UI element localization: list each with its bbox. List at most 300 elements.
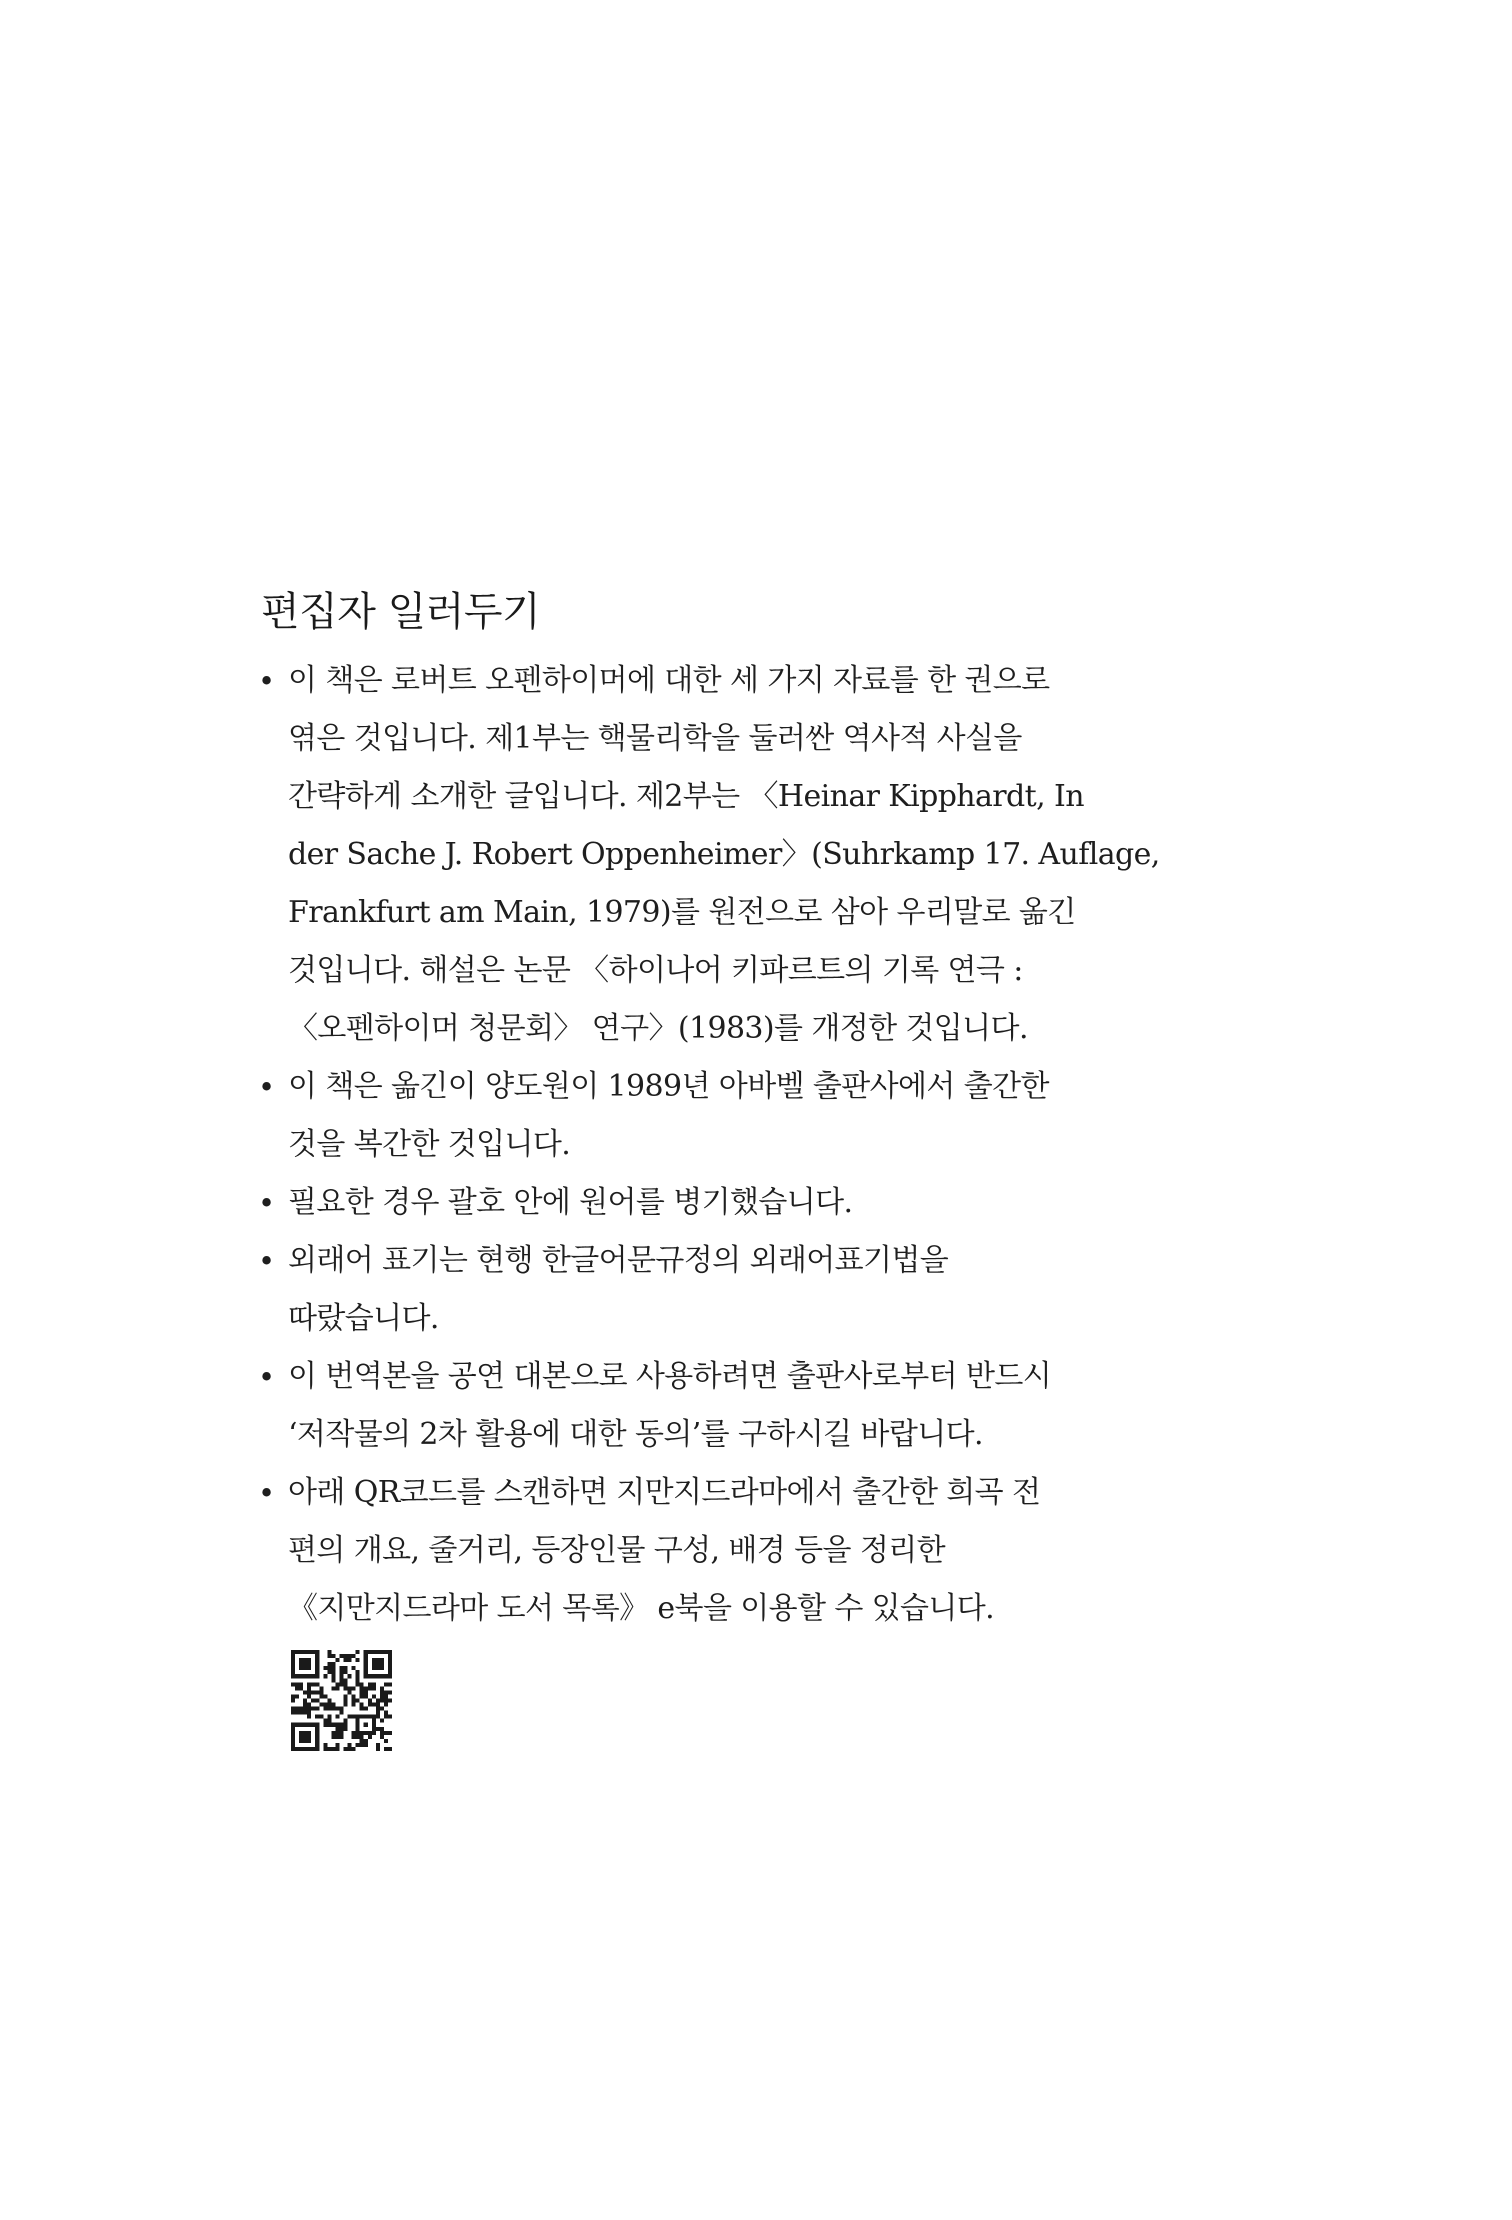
- qr-module: [380, 1727, 384, 1731]
- qr-module: [291, 1666, 295, 1670]
- qr-module: [388, 1662, 392, 1666]
- note-item: [258, 1174, 1188, 1232]
- qr-module: [380, 1690, 384, 1694]
- qr-module: [291, 1731, 295, 1735]
- qr-module: [335, 1727, 339, 1731]
- qr-module: [331, 1666, 335, 1670]
- qr-module: [331, 1731, 335, 1735]
- qr-module: [295, 1686, 299, 1690]
- qr-module: [372, 1650, 376, 1654]
- qr-module: [295, 1650, 299, 1654]
- qr-module: [364, 1654, 368, 1658]
- qr-module: [335, 1747, 339, 1751]
- qr-module: [372, 1719, 376, 1723]
- qr-module: [339, 1727, 343, 1731]
- qr-module: [384, 1703, 388, 1707]
- qr-module: [307, 1715, 311, 1719]
- qr-module: [380, 1666, 384, 1670]
- qr-module: [299, 1711, 303, 1715]
- qr-module: [364, 1723, 368, 1727]
- qr-module: [388, 1670, 392, 1674]
- qr-module: [299, 1707, 303, 1711]
- qr-module: [376, 1698, 380, 1702]
- qr-module: [380, 1694, 384, 1698]
- qr-module: [348, 1690, 352, 1694]
- qr-module: [344, 1703, 348, 1707]
- qr-module: [372, 1723, 376, 1727]
- qr-module: [380, 1719, 384, 1723]
- qr-module: [315, 1743, 319, 1747]
- qr-module: [315, 1707, 319, 1711]
- qr-module: [360, 1682, 364, 1686]
- qr-module: [307, 1666, 311, 1670]
- qr-module: [291, 1662, 295, 1666]
- note-line: Frankfurt am Main, 1979)를 원전으로 삼아 우리말로 옮긴: [288, 895, 1076, 930]
- qr-module: [315, 1674, 319, 1678]
- qr-module: [364, 1694, 368, 1698]
- qr-module: [356, 1715, 360, 1719]
- qr-module: [352, 1666, 356, 1670]
- qr-module: [315, 1662, 319, 1666]
- qr-module: [307, 1650, 311, 1654]
- qr-module: [327, 1670, 331, 1674]
- qr-module: [376, 1662, 380, 1666]
- qr-module: [356, 1682, 360, 1686]
- qr-module: [364, 1739, 368, 1743]
- qr-module: [384, 1747, 388, 1751]
- qr-module: [331, 1674, 335, 1678]
- qr-module: [356, 1650, 360, 1654]
- qr-module: [295, 1674, 299, 1678]
- qr-module: [315, 1723, 319, 1727]
- qr-module: [384, 1674, 388, 1678]
- qr-module: [327, 1723, 331, 1727]
- qr-module: [291, 1670, 295, 1674]
- qr-module: [360, 1731, 364, 1735]
- qr-module: [295, 1682, 299, 1686]
- qr-module: [384, 1650, 388, 1654]
- qr-module: [291, 1743, 295, 1747]
- qr-module: [331, 1747, 335, 1751]
- qr-module: [364, 1674, 368, 1678]
- qr-module: [315, 1682, 319, 1686]
- qr-module: [303, 1666, 307, 1670]
- note-line: 것을 복간한 것입니다.: [288, 1127, 571, 1162]
- qr-module: [315, 1735, 319, 1739]
- qr-module: [291, 1650, 295, 1654]
- qr-module: [360, 1690, 364, 1694]
- qr-module: [331, 1707, 335, 1711]
- qr-module: [344, 1727, 348, 1731]
- qr-module: [356, 1731, 360, 1735]
- qr-module: [327, 1650, 331, 1654]
- qr-module: [356, 1658, 360, 1662]
- qr-module: [348, 1654, 352, 1658]
- qr-module: [356, 1698, 360, 1702]
- qr-module: [384, 1715, 388, 1719]
- qr-module: [303, 1698, 307, 1702]
- qr-module: [339, 1707, 343, 1711]
- qr-module: [388, 1650, 392, 1654]
- qr-module: [376, 1743, 380, 1747]
- qr-module: [303, 1711, 307, 1715]
- qr-module: [303, 1662, 307, 1666]
- qr-module: [368, 1715, 372, 1719]
- qr-module: [335, 1715, 339, 1719]
- qr-module: [364, 1690, 368, 1694]
- qr-module: [315, 1731, 319, 1735]
- bullet-icon: •: [258, 664, 276, 698]
- qr-module: [319, 1703, 323, 1707]
- qr-module: [368, 1703, 372, 1707]
- qr-module: [380, 1650, 384, 1654]
- qr-module: [299, 1739, 303, 1743]
- qr-module: [388, 1747, 392, 1751]
- qr-module: [352, 1694, 356, 1698]
- qr-module: [356, 1674, 360, 1678]
- note-item: [258, 1464, 1188, 1638]
- qr-module: [315, 1666, 319, 1670]
- qr-module: [335, 1723, 339, 1727]
- qr-module: [364, 1707, 368, 1711]
- qr-module: [352, 1715, 356, 1719]
- qr-module: [291, 1707, 295, 1711]
- qr-module: [344, 1658, 348, 1662]
- qr-module: [356, 1743, 360, 1747]
- qr-module: [372, 1658, 376, 1662]
- qr-module: [319, 1694, 323, 1698]
- qr-module: [364, 1715, 368, 1719]
- qr-module: [291, 1711, 295, 1715]
- qr-module: [331, 1670, 335, 1674]
- qr-module: [344, 1723, 348, 1727]
- qr-module: [384, 1731, 388, 1735]
- qr-module: [339, 1666, 343, 1670]
- qr-module: [388, 1666, 392, 1670]
- qr-module: [348, 1715, 352, 1719]
- note-line: 엮은 것입니다. 제1부는 핵물리학을 둘러싼 역사적 사실을: [288, 721, 1022, 756]
- page-title: 편집자 일러두기: [261, 588, 541, 635]
- qr-module: [323, 1747, 327, 1751]
- qr-module: [311, 1682, 315, 1686]
- qr-module: [356, 1727, 360, 1731]
- note-line: 필요한 경우 괄호 안에 원어를 병기했습니다.: [288, 1185, 853, 1220]
- qr-module: [315, 1670, 319, 1674]
- note-line: 간략하게 소개한 글입니다. 제2부는 〈Heinar Kipphardt, In: [288, 779, 1084, 814]
- qr-module: [319, 1715, 323, 1719]
- qr-module: [380, 1686, 384, 1690]
- qr-module: [311, 1698, 315, 1702]
- qr-module: [344, 1698, 348, 1702]
- qr-module: [299, 1747, 303, 1751]
- qr-module: [388, 1698, 392, 1702]
- qr-module: [323, 1719, 327, 1723]
- qr-module: [291, 1735, 295, 1739]
- qr-module: [368, 1650, 372, 1654]
- qr-module: [311, 1674, 315, 1678]
- qr-module: [388, 1731, 392, 1735]
- qr-module: [327, 1707, 331, 1711]
- qr-module: [352, 1735, 356, 1739]
- qr-module: [368, 1674, 372, 1678]
- qr-module: [307, 1690, 311, 1694]
- note-item: [258, 652, 1188, 1058]
- qr-module: [295, 1707, 299, 1711]
- qr-module: [323, 1666, 327, 1670]
- bullet-icon: •: [258, 1360, 276, 1394]
- qr-module: [376, 1715, 380, 1719]
- qr-module: [295, 1747, 299, 1751]
- qr-module: [376, 1703, 380, 1707]
- qr-module: [327, 1666, 331, 1670]
- qr-module: [388, 1654, 392, 1658]
- qr-module: [307, 1707, 311, 1711]
- qr-module: [360, 1715, 364, 1719]
- qr-module: [315, 1698, 319, 1702]
- qr-code-icon: [291, 1650, 392, 1751]
- qr-module: [356, 1723, 360, 1727]
- note-line: 것입니다. 해설은 논문 〈하이나어 키파르트의 기록 연극 :: [288, 953, 1023, 988]
- qr-module: [368, 1698, 372, 1702]
- qr-module: [315, 1650, 319, 1654]
- qr-module: [356, 1670, 360, 1674]
- note-line: 외래어 표기는 현행 한글어문규정의 외래어표기법을: [288, 1243, 949, 1278]
- qr-module: [307, 1711, 311, 1715]
- qr-module: [307, 1747, 311, 1751]
- qr-module: [291, 1739, 295, 1743]
- qr-module: [356, 1678, 360, 1682]
- qr-module: [372, 1674, 376, 1678]
- note-item: [258, 1232, 1188, 1348]
- qr-module: [307, 1731, 311, 1735]
- qr-module: [372, 1703, 376, 1707]
- qr-module: [307, 1658, 311, 1662]
- qr-module: [364, 1658, 368, 1662]
- qr-module: [344, 1670, 348, 1674]
- qr-module: [344, 1654, 348, 1658]
- qr-module: [291, 1682, 295, 1686]
- qr-module: [360, 1735, 364, 1739]
- qr-module: [339, 1731, 343, 1735]
- qr-module: [372, 1727, 376, 1731]
- qr-module: [388, 1682, 392, 1686]
- qr-module: [376, 1658, 380, 1662]
- qr-module: [380, 1698, 384, 1702]
- qr-module: [372, 1662, 376, 1666]
- qr-module: [307, 1662, 311, 1666]
- qr-module: [364, 1686, 368, 1690]
- qr-module: [352, 1731, 356, 1735]
- qr-module: [311, 1690, 315, 1694]
- qr-module: [339, 1735, 343, 1739]
- qr-module: [360, 1707, 364, 1711]
- qr-module: [376, 1650, 380, 1654]
- qr-module: [388, 1658, 392, 1662]
- qr-module: [315, 1654, 319, 1658]
- qr-module: [348, 1747, 352, 1751]
- qr-module: [311, 1650, 315, 1654]
- qr-module: [376, 1711, 380, 1715]
- qr-module: [291, 1723, 295, 1727]
- qr-module: [356, 1719, 360, 1723]
- qr-module: [323, 1743, 327, 1747]
- qr-module: [380, 1731, 384, 1735]
- qr-module: [303, 1703, 307, 1707]
- qr-module: [372, 1694, 376, 1698]
- qr-module: [303, 1735, 307, 1739]
- qr-module: [327, 1747, 331, 1751]
- qr-module: [299, 1658, 303, 1662]
- qr-module: [315, 1727, 319, 1731]
- qr-module: [348, 1674, 352, 1678]
- qr-module: [291, 1654, 295, 1658]
- qr-module: [344, 1682, 348, 1686]
- qr-module: [323, 1703, 327, 1707]
- qr-module: [364, 1662, 368, 1666]
- qr-module: [299, 1666, 303, 1670]
- qr-module: [368, 1731, 372, 1735]
- qr-module: [339, 1711, 343, 1715]
- qr-module: [335, 1686, 339, 1690]
- qr-module: [303, 1707, 307, 1711]
- qr-module: [384, 1682, 388, 1686]
- qr-module: [376, 1707, 380, 1711]
- qr-module: [376, 1666, 380, 1670]
- qr-module: [388, 1690, 392, 1694]
- qr-module: [380, 1658, 384, 1662]
- qr-module: [299, 1735, 303, 1739]
- qr-module: [307, 1682, 311, 1686]
- qr-module: [368, 1682, 372, 1686]
- qr-module: [299, 1682, 303, 1686]
- qr-module: [335, 1682, 339, 1686]
- note-line: 이 번역본을 공연 대본으로 사용하려면 출판사로부터 반드시: [288, 1359, 1052, 1394]
- qr-module: [348, 1658, 352, 1662]
- qr-module: [331, 1662, 335, 1666]
- qr-module: [299, 1731, 303, 1735]
- qr-module: [372, 1666, 376, 1670]
- qr-module: [291, 1658, 295, 1662]
- qr-module: [307, 1723, 311, 1727]
- qr-module: [323, 1723, 327, 1727]
- qr-module: [344, 1666, 348, 1670]
- qr-module: [295, 1711, 299, 1715]
- qr-module: [335, 1743, 339, 1747]
- note-line: 따랐습니다.: [288, 1301, 439, 1336]
- qr-module: [331, 1703, 335, 1707]
- qr-module: [315, 1690, 319, 1694]
- qr-module: [303, 1739, 307, 1743]
- qr-module: [335, 1735, 339, 1739]
- qr-module: [327, 1719, 331, 1723]
- qr-module: [384, 1698, 388, 1702]
- qr-module: [331, 1686, 335, 1690]
- qr-module: [327, 1662, 331, 1666]
- bullet-icon: •: [258, 1186, 276, 1220]
- qr-module: [376, 1674, 380, 1678]
- note-item: [258, 1058, 1188, 1174]
- qr-module: [303, 1731, 307, 1735]
- qr-module: [360, 1743, 364, 1747]
- qr-module: [335, 1658, 339, 1662]
- qr-module: [339, 1674, 343, 1678]
- qr-module: [360, 1739, 364, 1743]
- qr-module: [380, 1674, 384, 1678]
- qr-module: [388, 1715, 392, 1719]
- qr-module: [291, 1727, 295, 1731]
- qr-module: [384, 1690, 388, 1694]
- qr-module: [368, 1686, 372, 1690]
- qr-module: [311, 1723, 315, 1727]
- qr-module: [344, 1747, 348, 1751]
- qr-module: [360, 1694, 364, 1698]
- qr-module: [335, 1731, 339, 1735]
- qr-module: [339, 1678, 343, 1682]
- qr-module: [307, 1694, 311, 1698]
- qr-module: [376, 1747, 380, 1751]
- qr-module: [307, 1674, 311, 1678]
- qr-module: [303, 1723, 307, 1727]
- note-line: 《지만지드라마 도서 목록》 e북을 이용할 수 있습니다.: [288, 1591, 995, 1626]
- qr-module: [368, 1735, 372, 1739]
- qr-module: [327, 1698, 331, 1702]
- qr-module: [303, 1658, 307, 1662]
- qr-module: [372, 1715, 376, 1719]
- qr-module: [384, 1711, 388, 1715]
- qr-module: [364, 1650, 368, 1654]
- qr-module: [339, 1723, 343, 1727]
- bullet-icon: •: [258, 1244, 276, 1278]
- qr-module: [344, 1686, 348, 1690]
- qr-module: [348, 1686, 352, 1690]
- qr-module: [299, 1723, 303, 1727]
- qr-module: [331, 1654, 335, 1658]
- qr-module: [307, 1703, 311, 1707]
- qr-module: [327, 1715, 331, 1719]
- qr-module: [376, 1727, 380, 1731]
- qr-module: [307, 1686, 311, 1690]
- qr-module: [388, 1674, 392, 1678]
- qr-module: [303, 1747, 307, 1751]
- qr-module: [323, 1707, 327, 1711]
- qr-module: [364, 1670, 368, 1674]
- qr-module: [299, 1686, 303, 1690]
- note-line: 〈오펜하이머 청문회〉 연구〉(1983)를 개정한 것입니다.: [288, 1011, 1028, 1046]
- note-line: 아래 QR코드를 스캔하면 지만지드라마에서 출간한 희곡 전: [288, 1475, 1041, 1510]
- qr-module: [323, 1694, 327, 1698]
- qr-module: [319, 1690, 323, 1694]
- qr-module: [339, 1654, 343, 1658]
- qr-module: [331, 1723, 335, 1727]
- qr-module: [344, 1678, 348, 1682]
- qr-module: [356, 1735, 360, 1739]
- qr-module: [372, 1731, 376, 1735]
- qr-module: [291, 1747, 295, 1751]
- qr-module: [344, 1719, 348, 1723]
- qr-module: [311, 1707, 315, 1711]
- qr-module: [299, 1662, 303, 1666]
- qr-module: [315, 1658, 319, 1662]
- qr-module: [380, 1707, 384, 1711]
- qr-module: [360, 1703, 364, 1707]
- qr-module: [315, 1739, 319, 1743]
- qr-module: [315, 1747, 319, 1751]
- note-line: 이 책은 로버트 오펜하이머에 대한 세 가지 자료를 한 권으로: [288, 663, 1050, 698]
- qr-module: [307, 1739, 311, 1743]
- editor-notes-list: [258, 652, 1188, 1638]
- qr-module: [299, 1674, 303, 1678]
- qr-module: [303, 1690, 307, 1694]
